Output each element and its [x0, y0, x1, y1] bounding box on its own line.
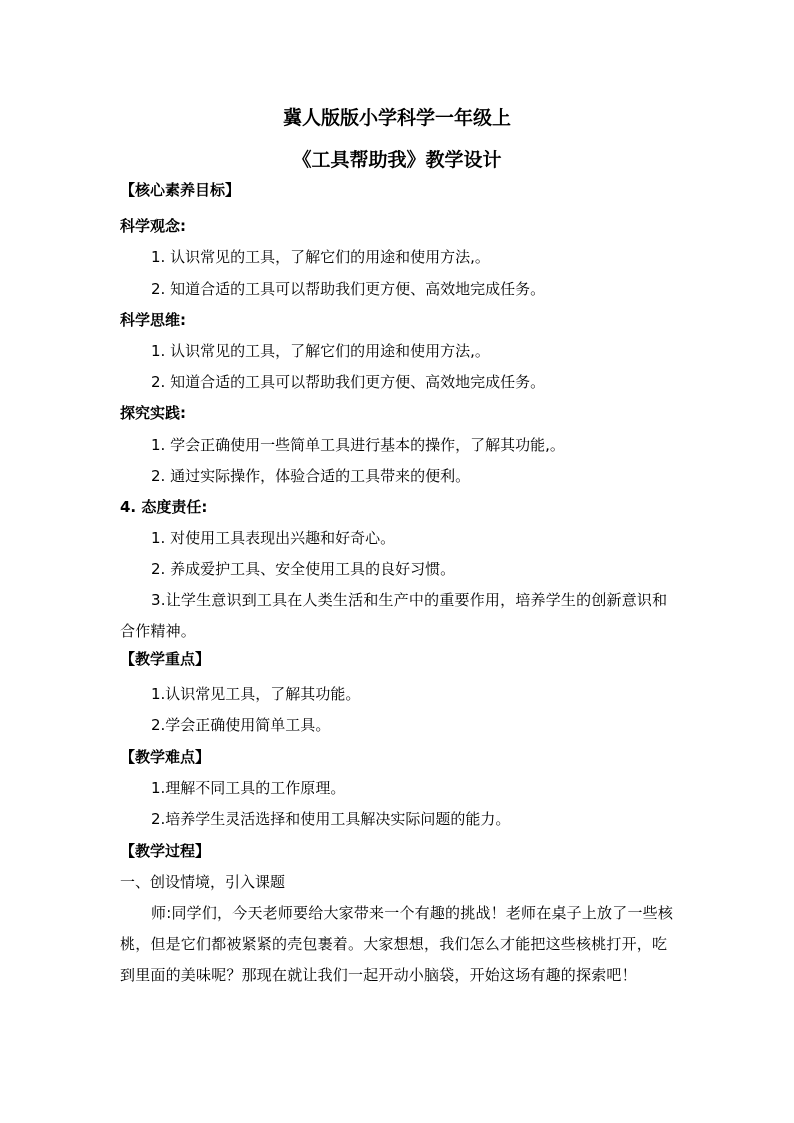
- title-line-2: 《工具帮助我》教学设计: [292, 149, 502, 171]
- heading-science-concept: 科学观念:: [120, 217, 186, 235]
- list-item: 1. 认识常见的工具，了解它们的用途和使用方法,。: [151, 342, 490, 360]
- heading-attitude: 4. 态度责任:: [120, 498, 208, 516]
- list-item: 1. 对使用工具表现出兴趣和好奇心。: [151, 529, 396, 547]
- list-item: 1. 学会正确使用一些简单工具进行基本的操作，了解其功能,。: [151, 436, 565, 454]
- list-item: 2. 养成爱护工具、安全使用工具的良好习惯。: [151, 560, 456, 578]
- section-process: 【教学过程】: [120, 842, 211, 860]
- list-item: 1. 认识常见的工具，了解它们的用途和使用方法,。: [151, 248, 490, 266]
- process-step-1: 一、创设情境，引入课题: [120, 873, 286, 891]
- list-item: 2. 知道合适的工具可以帮助我们更方便、高效地完成任务。: [151, 373, 546, 391]
- list-item: 1.理解不同工具的工作原理。: [151, 779, 346, 797]
- section-core-goals: 【核心素养目标】: [120, 181, 241, 199]
- list-item: 2. 通过实际操作，体验合适的工具带来的便利。: [151, 467, 471, 485]
- heading-science-thinking: 科学思维:: [120, 311, 186, 329]
- section-difficulties: 【教学难点】: [120, 748, 211, 766]
- title-line-1: 冀人版版小学科学一年级上: [282, 107, 511, 129]
- list-item: 2.培养学生灵活选择和使用工具解决实际问题的能力。: [151, 810, 511, 828]
- list-item: 2.学会正确使用简单工具。: [151, 716, 331, 734]
- list-item: 1.认识常见工具，了解其功能。: [151, 685, 361, 703]
- paragraph-attitude: 3.让学生意识到工具在人类生活和生产中的重要作用，培养学生的创新意识和合作精神。: [120, 591, 668, 640]
- paragraph-process: 师:同学们，今天老师要给大家带来一个有趣的挑战！老师在桌子上放了一些核桃，但是它们都被紧紧的壳包裹着。大家想想，我们怎么才能把这些核桃打开，吃到里面的美味呢？那现在就让我们一起开动小脑袋，开始这场有趣的探索吧！: [120, 904, 674, 984]
- list-item: 2. 知道合适的工具可以帮助我们更方便、高效地完成任务。: [151, 280, 546, 298]
- heading-inquiry-practice: 探究实践:: [120, 404, 186, 422]
- section-key-points: 【教学重点】: [120, 650, 211, 668]
